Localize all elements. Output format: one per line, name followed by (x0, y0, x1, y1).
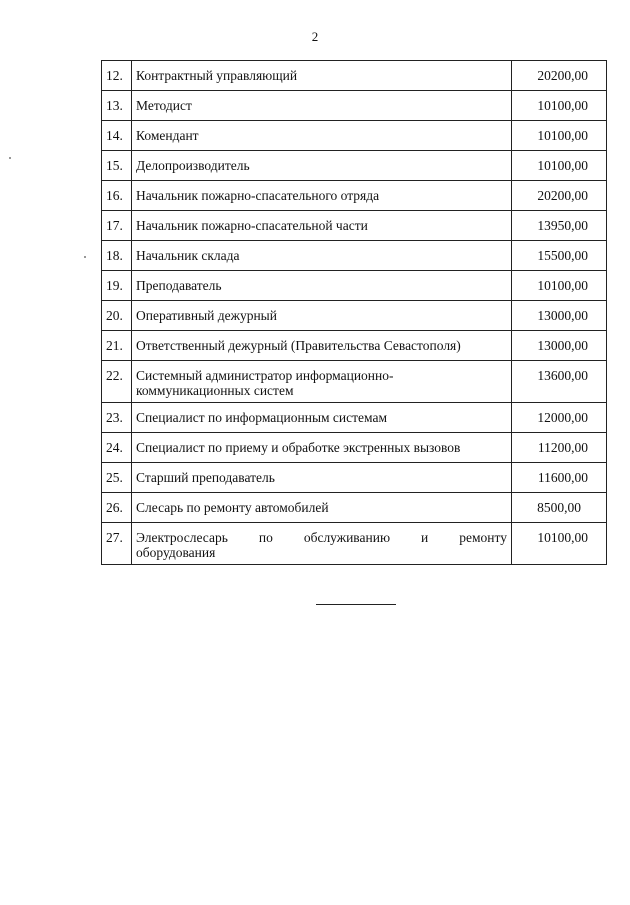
page-number: 2 (311, 29, 319, 44)
salary-value: 10100,00 (512, 151, 607, 181)
row-number: 24. (102, 433, 132, 463)
position-title: Начальник пожарно-спасательного отряда (132, 181, 512, 211)
position-title: Методист (132, 91, 512, 121)
position-title-line: Системный администратор информационно- (136, 368, 394, 383)
row-number: 26. (102, 493, 132, 523)
salary-value: 15500,00 (512, 241, 607, 271)
row-number: 16. (102, 181, 132, 211)
table-row (102, 493, 607, 523)
row-number: 17. (102, 211, 132, 241)
table-row (102, 463, 607, 493)
salary-value: 8500,00 (512, 493, 607, 523)
table-row (102, 331, 607, 361)
row-number: 14. (102, 121, 132, 151)
position-title: Делопроизводитель (132, 151, 512, 181)
salary-value: 10100,00 (512, 121, 607, 151)
salary-value: 13000,00 (512, 331, 607, 361)
row-number: 27. (102, 523, 132, 565)
position-title: Слесарь по ремонту автомобилей (132, 493, 512, 523)
position-title: Начальник склада (132, 241, 512, 271)
table-row (102, 151, 607, 181)
row-number: 23. (102, 403, 132, 433)
table-row (102, 91, 607, 121)
salary-value: 20200,00 (512, 61, 607, 91)
salary-value: 10100,00 (512, 523, 607, 565)
table-row (102, 61, 607, 91)
scan-speck (84, 256, 86, 258)
table-row (102, 361, 607, 403)
row-number: 20. (102, 301, 132, 331)
position-title: Специалист по приему и обработке экстренных вызовов (132, 433, 512, 463)
salary-value: 10100,00 (512, 91, 607, 121)
scan-speck (9, 157, 11, 159)
row-number: 13. (102, 91, 132, 121)
position-title-line: коммуникационных систем (136, 383, 294, 398)
salary-value: 13600,00 (512, 361, 607, 403)
salary-value: 10100,00 (512, 271, 607, 301)
position-title-line: оборудования (136, 545, 216, 560)
position-title: Контрактный управляющий (132, 61, 512, 91)
salary-value: 12000,00 (512, 403, 607, 433)
position-title: Комендант (132, 121, 512, 151)
table-row (102, 211, 607, 241)
table-row (102, 433, 607, 463)
salary-table (101, 60, 607, 565)
row-number: 12. (102, 61, 132, 91)
table-row (102, 121, 607, 151)
table-row (102, 403, 607, 433)
salary-value: 11600,00 (512, 463, 607, 493)
table-row (102, 241, 607, 271)
salary-value: 20200,00 (512, 181, 607, 211)
position-title: Начальник пожарно-спасательной части (132, 211, 512, 241)
salary-value: 11200,00 (512, 433, 607, 463)
salary-value: 13000,00 (512, 301, 607, 331)
position-title: Ответственный дежурный (Правительства Севастополя) (132, 331, 512, 361)
row-number: 15. (102, 151, 132, 181)
row-number: 22. (102, 361, 132, 403)
end-of-document-rule (316, 604, 396, 605)
salary-value: 13950,00 (512, 211, 607, 241)
position-title: Специалист по информационным системам (132, 403, 512, 433)
table-row (102, 301, 607, 331)
table-row (102, 271, 607, 301)
position-title: Преподаватель (132, 271, 512, 301)
position-title: Старший преподаватель (132, 463, 512, 493)
row-number: 18. (102, 241, 132, 271)
position-title-line: Электрослесарь по обслуживанию и ремонту (136, 530, 507, 545)
row-number: 19. (102, 271, 132, 301)
table-row (102, 181, 607, 211)
position-title: Оперативный дежурный (132, 301, 512, 331)
row-number: 25. (102, 463, 132, 493)
row-number: 21. (102, 331, 132, 361)
position-title (132, 361, 512, 403)
table-row (102, 523, 607, 565)
position-title (132, 523, 512, 565)
